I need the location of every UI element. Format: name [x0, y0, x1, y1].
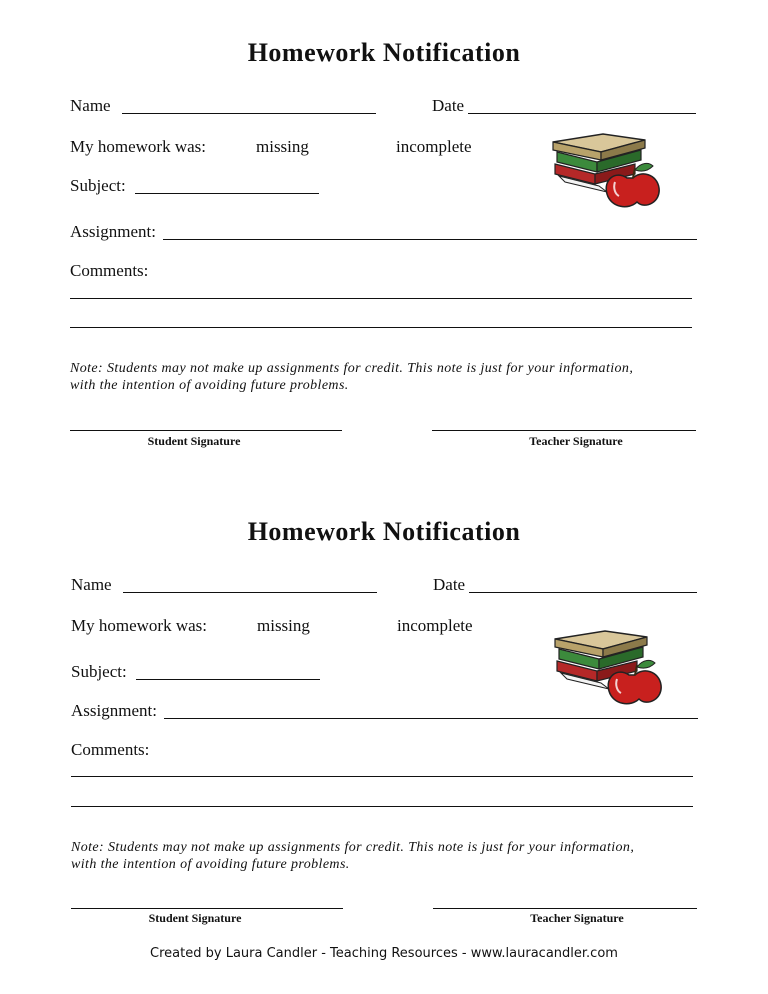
name-field[interactable]: [122, 113, 376, 114]
date-field[interactable]: [469, 592, 697, 593]
subject-label: Subject:: [70, 176, 126, 195]
note-line-1: Note: Students may not make up assignments for credit. This note is just for your information,: [71, 840, 635, 855]
assignment-field[interactable]: [163, 239, 697, 240]
comments-line-2[interactable]: [70, 327, 692, 328]
assignment-field[interactable]: [164, 718, 698, 719]
teacher-signature-label: Teacher Signature: [529, 434, 623, 448]
homework-form-1: [0, 0, 768, 470]
homework-status-label: My homework was:: [70, 137, 206, 156]
note-line-2: with the intention of avoiding future problems.: [71, 857, 350, 872]
note-line-2: with the intention of avoiding future problems.: [70, 378, 349, 393]
name-label: Name: [71, 575, 112, 594]
form-title: Homework Notification: [247, 517, 521, 546]
books-apple-icon: [545, 130, 665, 210]
teacher-signature-line[interactable]: [432, 430, 696, 431]
footer-credit: Created by Laura Candler - Teaching Resources - www.lauracandler.com: [150, 946, 618, 961]
homework-form-2: [0, 479, 768, 949]
name-field[interactable]: [123, 592, 377, 593]
note-text: [70, 360, 710, 394]
assignment-label: Assignment:: [70, 222, 156, 241]
option-incomplete[interactable]: incomplete: [396, 137, 472, 156]
date-field[interactable]: [468, 113, 696, 114]
note-text: [71, 839, 711, 873]
teacher-signature-label: Teacher Signature: [530, 911, 624, 925]
student-signature-label: Student Signature: [148, 911, 242, 925]
student-signature-line[interactable]: [70, 430, 342, 431]
form-title: Homework Notification: [247, 38, 521, 67]
option-missing[interactable]: missing: [256, 137, 309, 156]
subject-field[interactable]: [135, 193, 319, 194]
student-signature-line[interactable]: [71, 908, 343, 909]
option-missing[interactable]: missing: [257, 616, 310, 635]
subject-field[interactable]: [136, 679, 320, 680]
comments-label: Comments:: [70, 261, 149, 280]
assignment-label: Assignment:: [71, 701, 157, 720]
option-incomplete[interactable]: incomplete: [397, 616, 473, 635]
homework-status-label: My homework was:: [71, 616, 207, 635]
subject-label: Subject:: [71, 662, 127, 681]
comments-label: Comments:: [71, 740, 150, 759]
student-signature-label: Student Signature: [147, 434, 241, 448]
name-label: Name: [70, 96, 111, 115]
teacher-signature-line[interactable]: [433, 908, 697, 909]
comments-line-1[interactable]: [71, 776, 693, 777]
note-line-1: Note: Students may not make up assignments for credit. This note is just for your information,: [70, 361, 634, 376]
date-label: Date: [433, 575, 466, 594]
comments-line-1[interactable]: [70, 298, 692, 299]
comments-line-2[interactable]: [71, 806, 693, 807]
books-apple-icon: [547, 627, 667, 707]
date-label: Date: [432, 96, 465, 115]
